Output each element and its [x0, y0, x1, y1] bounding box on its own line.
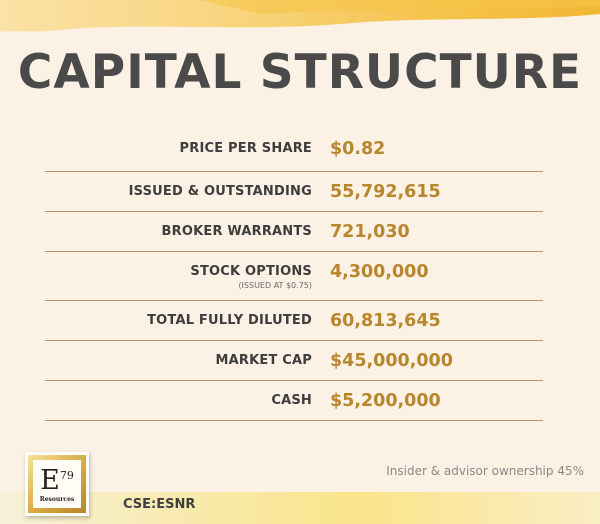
- table-row: [45, 129, 543, 172]
- row-label: BROKER WARRANTS: [161, 224, 312, 239]
- row-label-cell: [45, 301, 312, 329]
- row-sublabel: (ISSUED AT $0.75): [238, 281, 312, 290]
- ownership-footnote: Insider & advisor ownership 45%: [386, 464, 584, 478]
- row-label: TOTAL FULLY DILUTED: [147, 313, 312, 328]
- logo-number: 79: [59, 469, 74, 482]
- logo-letter: E: [40, 465, 60, 496]
- row-value: $0.82: [330, 139, 386, 159]
- table-row: [45, 381, 543, 421]
- row-value: 55,792,615: [330, 182, 441, 202]
- company-logo: [25, 452, 89, 516]
- logo-name: Resources: [39, 496, 75, 503]
- table-row: [45, 301, 543, 341]
- row-label: CASH: [271, 393, 312, 408]
- row-value: 4,300,000: [330, 262, 429, 282]
- row-label-cell: [45, 172, 312, 200]
- row-label: MARKET CAP: [215, 353, 312, 368]
- row-value: $5,200,000: [330, 391, 441, 411]
- table-row: [45, 252, 543, 301]
- logo-mark: [33, 461, 81, 496]
- row-label: PRICE PER SHARE: [179, 141, 312, 156]
- table-row: [45, 212, 543, 252]
- table-row: [45, 172, 543, 212]
- row-label: ISSUED & OUTSTANDING: [128, 184, 312, 199]
- row-value: 60,813,645: [330, 311, 441, 331]
- logo-gold-frame: [28, 455, 86, 513]
- row-value: $45,000,000: [330, 351, 453, 371]
- row-label-cell: [45, 341, 312, 369]
- logo-face: [33, 460, 81, 508]
- row-label: STOCK OPTIONS: [190, 264, 312, 279]
- bottom-decorative-band: [0, 492, 600, 524]
- row-label-cell: [45, 129, 312, 157]
- ticker-symbol: CSE:ESNR: [123, 497, 196, 512]
- capital-table: [45, 129, 543, 421]
- table-row: [45, 341, 543, 381]
- row-label-cell: [45, 381, 312, 409]
- row-label-cell: [45, 212, 312, 240]
- row-label-cell: [45, 252, 312, 291]
- row-value: 721,030: [330, 222, 410, 242]
- gold-brush-stroke: [0, 0, 600, 40]
- page-title: CAPITAL STRUCTURE: [17, 45, 583, 100]
- top-decorative-band: [0, 0, 600, 40]
